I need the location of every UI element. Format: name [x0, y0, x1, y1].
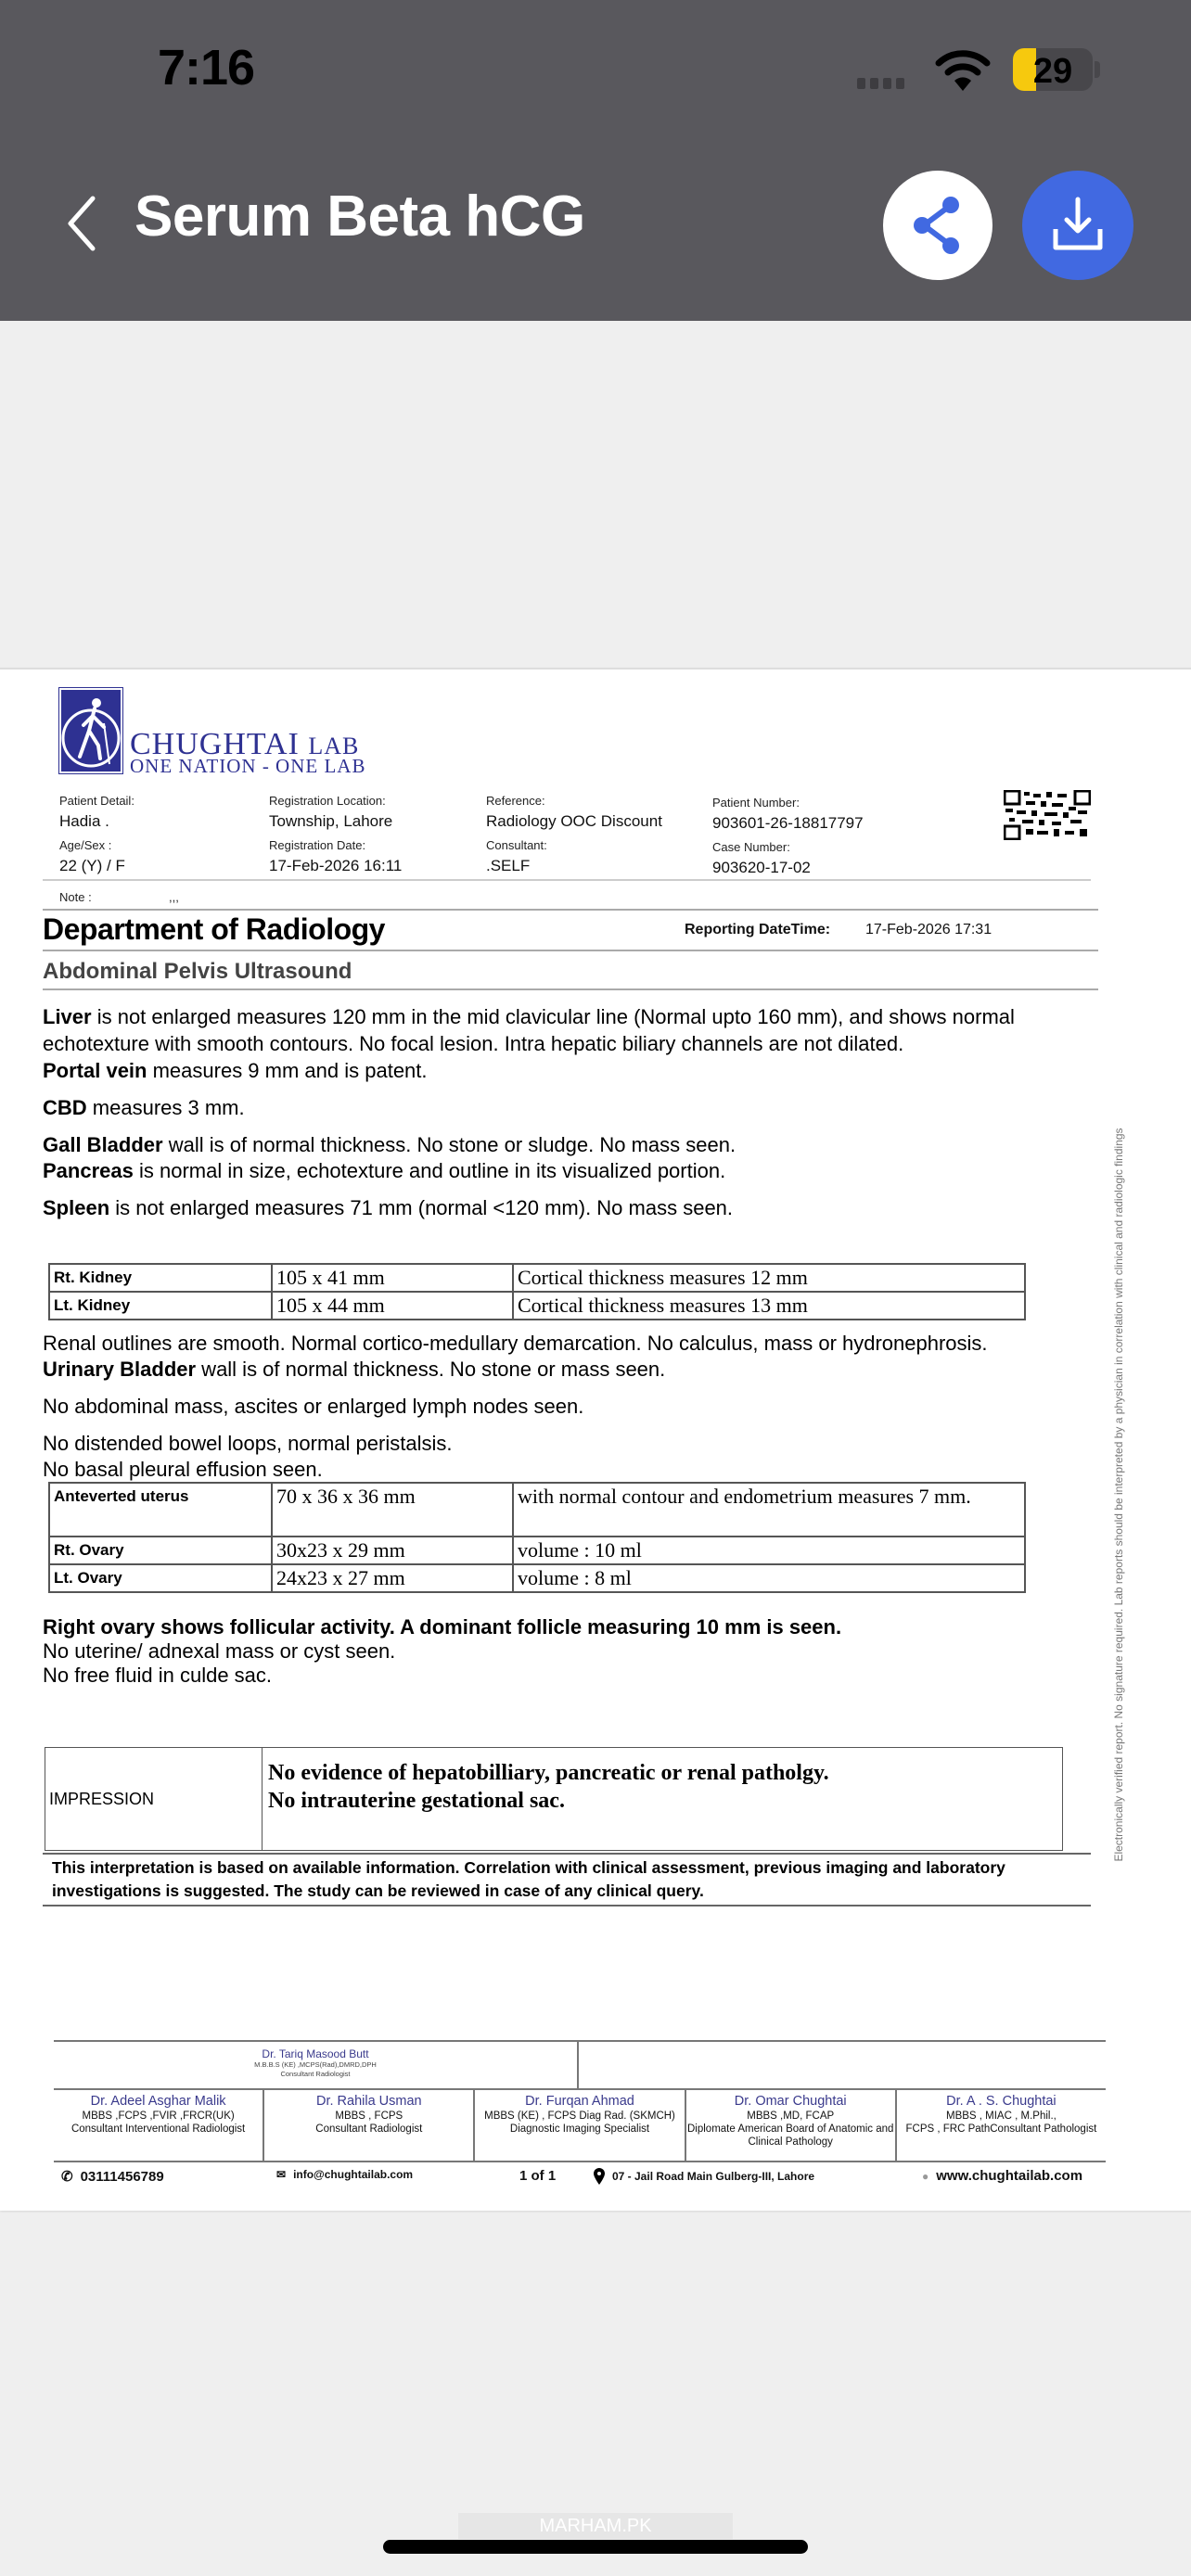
finding-gall-bladder: Gall Bladder wall is of normal thickness. No stone or sludge. No mass seen. — [43, 1133, 736, 1156]
reg-location-label: Registration Location: — [269, 794, 386, 808]
divider — [43, 879, 1091, 881]
doctor-card: Dr. Furqan Ahmad MBBS (KE) , FCPS Diag Rad. (SKMCH) Diagnostic Imaging Specialist — [475, 2090, 685, 2161]
download-button[interactable] — [1022, 171, 1133, 280]
patient-name: Hadia . — [59, 812, 109, 830]
logo-tagline: ONE NATION - ONE LAB — [130, 755, 366, 777]
divider — [577, 2042, 579, 2088]
reference-value: Radiology OOC Discount — [486, 812, 662, 830]
reg-date-value: 17-Feb-2026 16:11 — [269, 857, 403, 874]
download-icon — [1050, 196, 1106, 255]
divider — [43, 1853, 1091, 1855]
consultant-label: Consultant: — [486, 838, 547, 852]
finding-free-fluid: No free fluid in culde sac. — [43, 1664, 273, 1687]
finding-cbd: CBD measures 3 mm. — [43, 1096, 245, 1119]
wifi-icon — [935, 46, 991, 93]
finding-spleen: Spleen is not enlarged measures 71 mm (normal <120 mm). No mass seen. — [43, 1196, 734, 1219]
finding-liver: Liver is not enlarged measures 120 mm in the mid clavicular line (Normal upto 160 mm), and shows normal echotexture with smooth contours. No focal lesion. Intra hepatic biliary channels are not dilated. — [43, 1005, 1015, 1055]
report-document — [0, 668, 1191, 2211]
patient-number-value: 903601-26-18817797 — [712, 814, 864, 832]
qr-code-icon — [1004, 790, 1091, 840]
share-icon — [909, 195, 967, 256]
watermark: MARHAM.PK — [458, 2513, 733, 2539]
divider — [43, 1905, 1091, 1906]
finding-urinary-bladder: Urinary Bladder wall is of normal thickness. No stone or mass seen. — [43, 1358, 666, 1381]
doctor-card: Dr. Omar Chughtai MBBS ,MD, FCAP Diplomate American Board of Anatomic and Clinical Pathology — [686, 2090, 897, 2161]
age-sex-value: 22 (Y) / F — [59, 857, 125, 874]
note-value: ,,, — [169, 890, 179, 904]
disclaimer: This interpretation is based on available information. Correlation with clinical assessment, previous imaging and laboratory investigations is suggested. The study can be reviewed in case of any clinical query. — [52, 1858, 1005, 1900]
reporting-datetime-value: 17-Feb-2026 17:31 — [865, 922, 992, 937]
finding-follicle: Right ovary shows follicular activity. A dominant follicle measuring 10 mm is seen. — [43, 1615, 842, 1639]
cellular-signal-icon — [857, 78, 904, 89]
logo-walker-icon — [59, 688, 122, 773]
reg-date-label: Registration Date: — [269, 838, 366, 852]
footer-address: 07 - Jail Road Main Gulberg-III, Lahore — [594, 2168, 814, 2185]
divider — [54, 2040, 1106, 2042]
reference-label: Reference: — [486, 794, 545, 808]
phone-icon: ✆ — [61, 2169, 73, 2185]
doctor-card: Dr. Adeel Asghar Malik MBBS ,FCPS ,FVIR ,FRCR(UK) Consultant Interventional Radiologist — [54, 2090, 264, 2161]
finding-pancreas: Pancreas is normal in size, echotexture and outline in its visualized portion. — [43, 1159, 726, 1182]
patient-detail-label: Patient Detail: — [59, 794, 134, 808]
logo-name: CHUGHTAI LAB — [130, 727, 360, 761]
signatory-name: Dr. Tariq Masood Butt — [262, 2047, 369, 2060]
divider — [43, 988, 1098, 990]
table-row: Lt. Kidney 105 x 44 mm Cortical thickness measures 13 mm — [49, 1292, 1025, 1320]
table-row: Lt. Ovary 24x23 x 27 mm volume : 8 ml — [49, 1564, 1025, 1592]
case-number-value: 903620-17-02 — [712, 859, 811, 876]
footer-website: ● www.chughtailab.com — [922, 2168, 1083, 2184]
case-number-label: Case Number: — [712, 840, 790, 854]
patient-number-label: Patient Number: — [712, 796, 800, 810]
consultant-value: .SELF — [486, 857, 531, 874]
finding-bowel: No distended bowel loops, normal peristalsis. — [43, 1432, 453, 1455]
battery-percent: 29 — [1032, 52, 1073, 91]
verification-note: Electronically verified report. No signature required. Lab reports should be interpreted by a physician in correlation with clinical and radiologic findings — [1112, 1128, 1125, 1862]
impression-label: IMPRESSION — [45, 1748, 263, 1851]
doctors-list — [54, 2090, 1106, 2161]
impression-text: No evidence of hepatobilliary, pancreatic or renal patholgy. No intrauterine gestational sac. — [263, 1748, 1063, 1851]
footer-email: ✉ info@chughtailab.com — [276, 2168, 414, 2181]
mail-icon: ✉ — [276, 2168, 287, 2181]
share-button[interactable] — [883, 171, 992, 280]
page-title: Serum Beta hCG — [134, 185, 585, 249]
department-title: Department of Radiology — [43, 912, 385, 946]
chevron-left-icon[interactable] — [63, 195, 100, 252]
home-indicator[interactable] — [383, 2540, 808, 2554]
app-header — [0, 0, 1191, 321]
globe-icon: ● — [922, 2169, 929, 2183]
impression-table — [45, 1747, 1063, 1851]
battery-nub — [1095, 61, 1100, 78]
pelvic-table — [48, 1482, 1026, 1593]
doctor-card: Dr. Rahila Usman MBBS , FCPS Consultant Radiologist — [264, 2090, 475, 2161]
location-pin-icon — [594, 2168, 605, 2185]
signatory-details: M.B.B.S (KE) ,MCPS(Rad),DMRD,DPH Consultant Radiologist — [254, 2060, 377, 2078]
exam-title: Abdominal Pelvis Ultrasound — [43, 959, 352, 984]
table-row: Rt. Ovary 30x23 x 29 mm volume : 10 ml — [49, 1537, 1025, 1564]
reg-location-value: Township, Lahore — [269, 812, 393, 830]
battery-icon — [1013, 48, 1093, 91]
finding-abdominal: No abdominal mass, ascites or enlarged lymph nodes seen. — [43, 1395, 584, 1418]
kidney-table — [48, 1263, 1026, 1320]
footer-phone: ✆ 03111456789 — [61, 2168, 164, 2185]
page-indicator: 1 of 1 — [519, 2168, 557, 2184]
divider — [43, 950, 1098, 951]
doctor-card: Dr. A . S. Chughtai MBBS , MIAC , M.Phil., FCPS , FRC PathConsultant Pathologist — [905, 2094, 1097, 2135]
divider — [43, 909, 1098, 911]
divider — [54, 2161, 1106, 2162]
finding-renal: Renal outlines are smooth. Normal cortico-medullary demarcation. No calculus, mass or hydronephrosis. — [43, 1332, 988, 1355]
status-time: 7:16 — [158, 40, 255, 96]
age-sex-label: Age/Sex : — [59, 838, 112, 852]
finding-pleural: No basal pleural effusion seen. — [43, 1458, 323, 1481]
note-label: Note : — [59, 890, 92, 904]
table-row: Anteverted uterus 70 x 36 x 36 mm with normal contour and endometrium measures 7 mm. — [49, 1483, 1025, 1537]
finding-portal-vein: Portal vein measures 9 mm and is patent. — [43, 1059, 428, 1082]
finding-adnexal: No uterine/ adnexal mass or cyst seen. — [43, 1639, 396, 1663]
reporting-datetime-label: Reporting DateTime: — [685, 922, 831, 937]
table-row: Rt. Kidney 105 x 41 mm Cortical thickness measures 12 mm — [49, 1264, 1025, 1292]
